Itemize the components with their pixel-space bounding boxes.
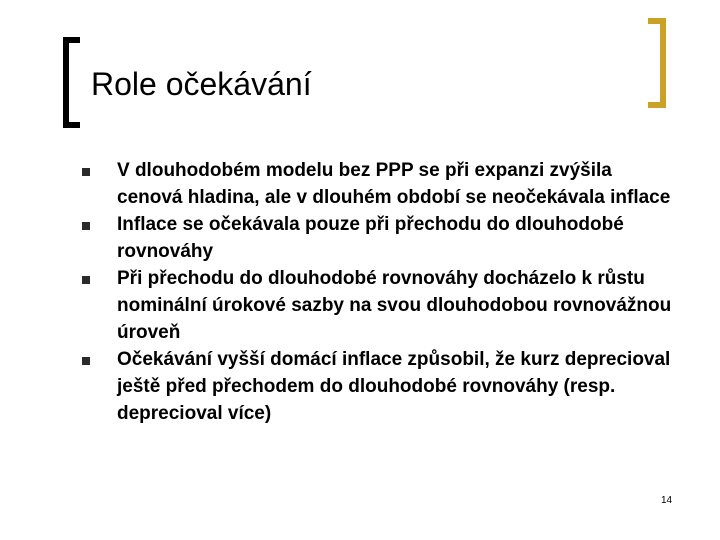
square-bullet-icon <box>82 222 90 230</box>
bullet-text: V dlouhodobém modelu bez PPP se při expanzi zvýšila cenová hladina, ale v dlouhém období se neočekávala inflace <box>117 160 671 208</box>
bullet-list <box>0 157 720 427</box>
page-number: 14 <box>661 495 673 506</box>
square-bullet-icon <box>82 357 90 365</box>
bullet-text: Při přechodu do dlouhodobé rovnováhy docházelo k růstu nominální úrokové sazby na svou dlouhodobou rovnovážnou úroveň <box>117 268 672 343</box>
bullet-text: Inflace se očekávala pouze při přechodu do dlouhodobé rovnováhy <box>117 214 624 262</box>
bullet-item <box>0 157 682 211</box>
square-bullet-icon <box>82 276 90 284</box>
right-bracket-decoration <box>648 18 666 108</box>
bullet-item <box>0 265 682 346</box>
slide-title: Role očekávání <box>91 66 312 102</box>
bullet-item <box>0 211 682 265</box>
square-bullet-icon <box>82 168 90 176</box>
left-bracket-decoration <box>63 37 80 128</box>
bullet-text: Očekávání vyšší domácí inflace způsobil, že kurz deprecioval ještě před přechodem do dlouhodobé rovnováhy (resp. deprecioval více) <box>117 349 671 424</box>
bullet-item <box>0 346 682 427</box>
